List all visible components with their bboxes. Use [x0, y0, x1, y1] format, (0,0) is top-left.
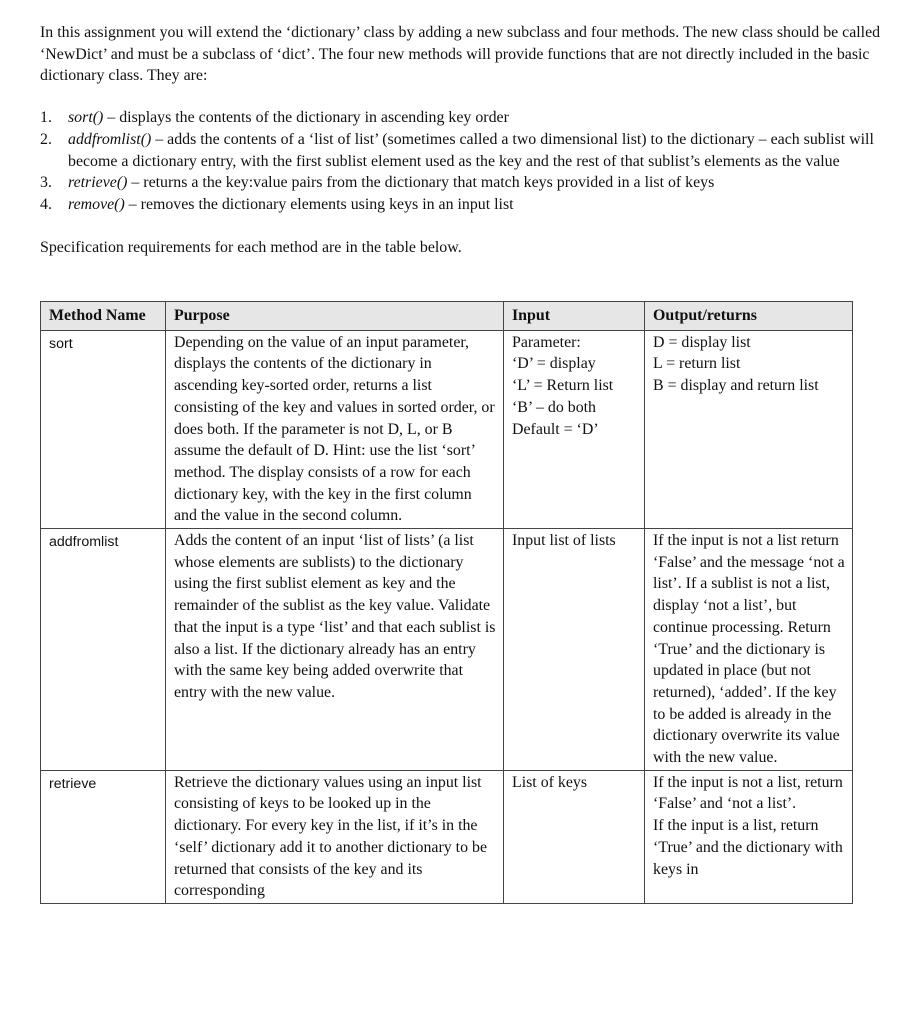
list-number: 3.	[40, 174, 52, 192]
input-line: List of keys	[512, 773, 588, 791]
cell-purpose: Retrieve the dictionary values using an input list consisting of keys to be looked up in the dictionary. For every key in the list, if it’s in the ‘self’ dictionary add it to another dictionary to be returned that consists of the key and its corresponding	[166, 770, 504, 903]
assignment-document	[40, 22, 882, 900]
cell-output	[645, 770, 853, 903]
list-item	[40, 129, 882, 172]
output-line: L = return list	[653, 355, 741, 373]
list-number: 2.	[40, 130, 52, 148]
output-line: If the input is not a list, return ‘False’ and ‘not a list’.	[653, 773, 843, 813]
method-name: retrieve()	[68, 174, 128, 192]
header-output: Output/returns	[645, 302, 853, 331]
table-row	[41, 529, 853, 771]
method-description: – displays the contents of the dictionary in ascending key order	[103, 109, 509, 127]
spec-table	[40, 301, 853, 904]
header-input: Input	[504, 302, 645, 331]
list-item	[40, 194, 882, 216]
cell-input	[504, 770, 645, 903]
cell-output	[645, 529, 853, 771]
list-number: 4.	[40, 195, 52, 213]
table-row	[41, 330, 853, 528]
method-description: – returns a the key:value pairs from the dictionary that match keys provided in a list of keys	[127, 174, 715, 192]
cell-method: retrieve	[41, 770, 166, 903]
method-description: – adds the contents of a ‘list of list’ (sometimes called a two dimensional list) to the dictionary – each sublist will become a dictionary entry, with the first sublist element used as the key and the rest of that sublist’s elements as the value	[68, 130, 874, 170]
cell-method: addfromlist	[41, 529, 166, 771]
output-line: If the input is a list, return ‘True’ and the dictionary with keys in	[653, 817, 843, 878]
input-line: Input list of lists	[512, 532, 616, 550]
method-description: – removes the dictionary elements using keys in an input list	[124, 195, 514, 213]
method-name: addfromlist()	[68, 130, 152, 148]
list-number: 1.	[40, 109, 52, 127]
input-line: ‘L’ = Return list	[512, 377, 614, 395]
input-line: ‘B’ – do both	[512, 398, 597, 416]
list-item	[40, 107, 882, 129]
spec-intro: Specification requirements for each method are in the table below.	[40, 238, 462, 256]
input-line: ‘D’ = display	[512, 355, 596, 373]
cell-purpose: Adds the content of an input ‘list of lists’ (a list whose elements are sublists) to the dictionary using the first sublist element as key and the remainder of the sublist as the key value. Validate that the input is a type ‘list’ and that each sublist is also a list. If the dictionary already has an entry with the same key being added overwrite that entry with the new value.	[166, 529, 504, 771]
table-row	[41, 770, 853, 903]
cell-input	[504, 529, 645, 771]
header-method-name: Method Name	[41, 302, 166, 331]
cell-output	[645, 330, 853, 528]
method-list	[40, 107, 882, 216]
output-line: If the input is not a list return ‘False’ and the message ‘not a list’. If a sublist is not a list, display ‘not a list’, but continue processing. Return ‘True’ and the dictionary is updated in place (but not returned), ‘added’. If the key to be added is already in the dictionary overwrite its value with the new value.	[653, 532, 845, 767]
intro-paragraph: In this assignment you will extend the ‘dictionary’ class by adding a new subclass and four methods. The new class should be called ‘NewDict’ and must be a subclass of ‘dict’. The four new methods will provide functions that are not directly included in the basic dictionary class. They are:	[40, 24, 881, 85]
table-header-row	[41, 302, 853, 331]
cell-input	[504, 330, 645, 528]
header-purpose: Purpose	[166, 302, 504, 331]
list-item	[40, 172, 882, 194]
method-name: remove()	[68, 195, 125, 213]
cell-method: sort	[41, 330, 166, 528]
cell-purpose: Depending on the value of an input parameter, displays the contents of the dictionary in ascending key-sorted order, returns a list consisting of the key and values in sorted order, or does both. If the parameter is not D, L, or B assume the default of D. Hint: use the list ‘sort’ method. The display consists of a row for each dictionary key, with the key in the first column and the value in the second column.	[166, 330, 504, 528]
output-line: D = display list	[653, 333, 751, 351]
input-line: Parameter:	[512, 333, 581, 351]
input-line: Default = ‘D’	[512, 420, 599, 438]
method-name: sort()	[68, 109, 104, 127]
output-line: B = display and return list	[653, 377, 819, 395]
